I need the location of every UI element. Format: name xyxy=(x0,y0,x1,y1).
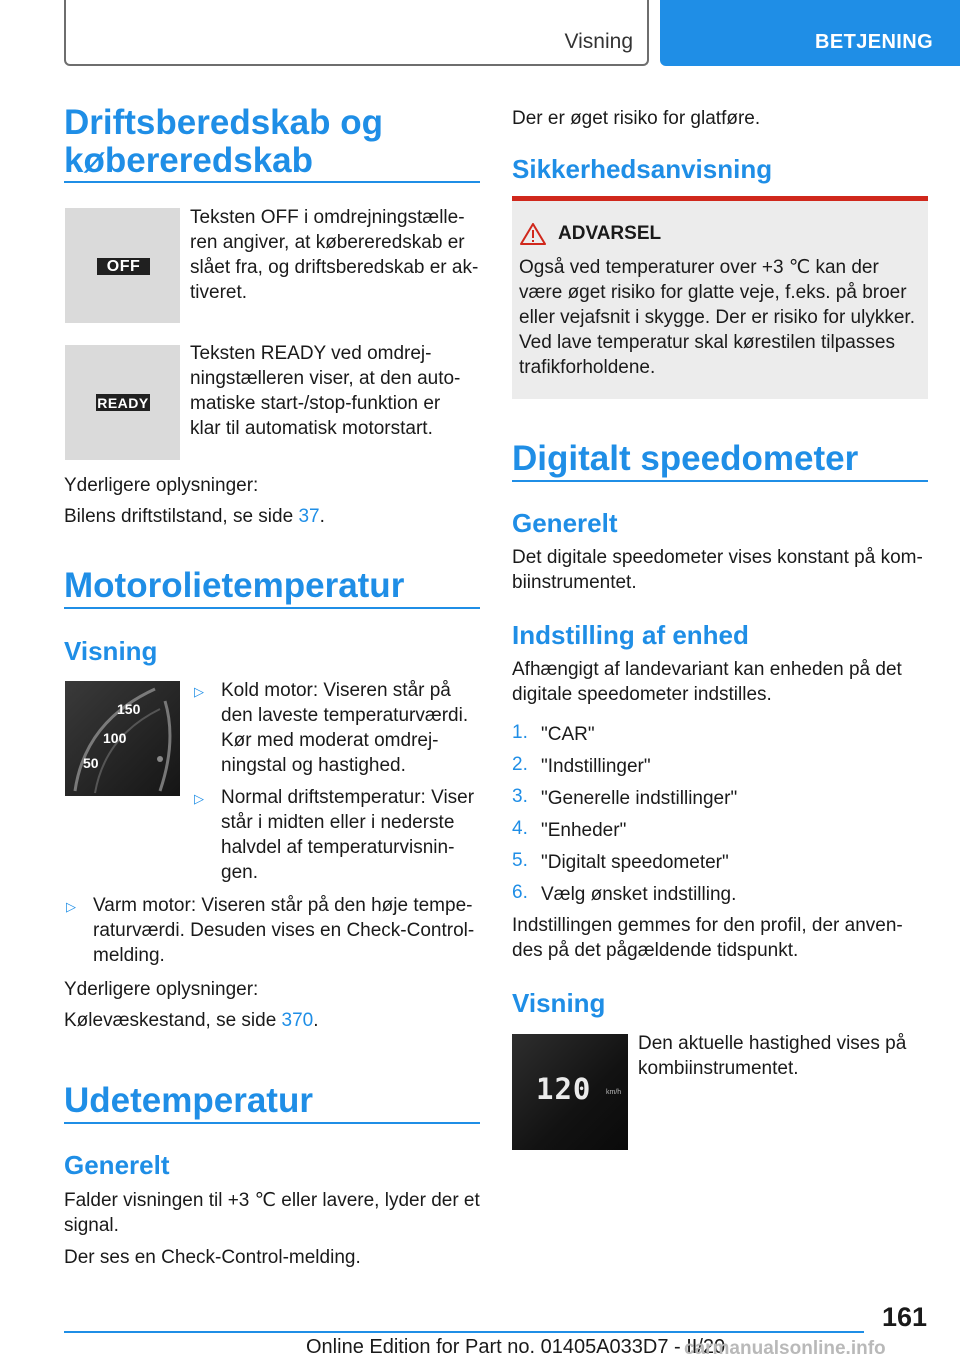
header-section: Visning xyxy=(564,30,633,53)
digital-gen-sub: Generelt xyxy=(512,508,618,538)
digital-gen-text: Det digitale speedometer vises konstant på kom- biinstrumentet. xyxy=(512,547,923,593)
ready-image xyxy=(65,345,180,460)
ready-badge: READY xyxy=(97,395,149,411)
motor-sub: Visning xyxy=(64,636,158,666)
step-number: 5. xyxy=(512,850,528,871)
chapter-tab[interactable] xyxy=(660,0,960,66)
step-number: 3. xyxy=(512,786,528,807)
warning-triangle-icon xyxy=(520,223,546,245)
drift-ref: Bilens driftstilstand, se side 37. xyxy=(64,506,325,527)
oil-gauge-image xyxy=(65,681,180,796)
digital-after-text: Indstillingen gemmes for den profil, der anven- des på det pågældende tidspunkt. xyxy=(512,915,903,961)
warning-label: ADVARSEL xyxy=(558,223,662,244)
bullet-triangle-icon: ▷ xyxy=(66,899,76,914)
step-text: "Enheder" xyxy=(541,820,627,841)
step-text: "CAR" xyxy=(541,724,595,745)
bullet-triangle-icon: ▷ xyxy=(194,684,204,699)
motor-title: Motorolietemperatur xyxy=(64,566,405,605)
drift-more: Yderligere oplysninger: xyxy=(64,475,259,496)
header-frame xyxy=(64,0,649,66)
glat-intro: Der er øget risiko for glatføre. xyxy=(512,108,761,129)
off-badge: OFF xyxy=(97,258,150,275)
step-text: "Indstillinger" xyxy=(541,756,651,777)
speedometer-image xyxy=(512,1034,628,1150)
motor-bullet-3: Varm motor: Viseren står på den høje tempe- raturværdi. Desuden vises en Check-Control- melding. xyxy=(93,895,475,966)
watermark: carmanualsonline.info xyxy=(684,1338,886,1359)
digital-ind-text: Afhængigt af landevariant kan enheden på det digitale speedometer indstilles. xyxy=(512,659,902,705)
speed-value: 120 xyxy=(536,1072,592,1106)
off-text: Teksten OFF i omdrejningstælle- ren angiver, at købereredskab er slået fra, og driftsberedskab er ak- tiveret. xyxy=(190,207,479,303)
motor-more: Yderligere oplysninger: xyxy=(64,979,259,1000)
ude-text-2: Der ses en Check-Control-melding. xyxy=(64,1247,361,1268)
chapter-label: BETJENING xyxy=(815,31,934,53)
ude-text-1: Falder visningen til +3 ℃ eller lavere, lyder der et signal. xyxy=(64,1190,480,1236)
ude-title: Udetemperatur xyxy=(64,1081,313,1120)
drift-ref-link[interactable]: 37 xyxy=(298,506,320,527)
digital-title: Digitalt speedometer xyxy=(512,439,859,478)
warning-text: Også ved temperaturer over +3 ℃ kan der være øget risiko for glatte veje, f.eks. på broer eller vejafsnit i skygge. Der er risiko for ulykker. Ved lave temperatur skal kørestilen tilpasses trafikforholdene. xyxy=(519,257,915,378)
footer-rule xyxy=(64,1331,864,1333)
digital-rule xyxy=(512,480,928,482)
step-number: 6. xyxy=(512,882,528,903)
digital-vis-sub: Visning xyxy=(512,988,606,1018)
gauge-label-150: 150 xyxy=(117,701,141,717)
drift-title: Driftsberedskab og købereredskab xyxy=(64,103,383,180)
digital-ind-sub: Indstilling af enhed xyxy=(512,620,749,650)
digital-vis-text: Den aktuelle hastighed vises på kombiinstrumentet. xyxy=(638,1033,907,1079)
footer-edition: Online Edition for Part no. 01405A033D7 - II/20 xyxy=(306,1336,726,1358)
motor-bullet-1: Kold motor: Viseren står på den laveste temperaturværdi. Kør med moderat omdrej- ningstal og hastighed. xyxy=(221,680,469,776)
step-number: 4. xyxy=(512,818,528,839)
ready-text: Teksten READY ved omdrej- ningstælleren viser, at den auto- matiske start-/stop-funktion er klar til automatisk motorstart. xyxy=(190,343,461,439)
motor-bullet-2: Normal driftstemperatur: Viser står i midten eller i nederste halvdel af temperaturvisnin- gen. xyxy=(221,787,475,883)
ude-rule xyxy=(64,1122,480,1124)
step-text: Vælg ønsket indstilling. xyxy=(541,884,737,905)
drift-rule xyxy=(64,181,480,183)
warning-top-bar xyxy=(512,196,928,201)
bullet-triangle-icon: ▷ xyxy=(194,791,204,806)
off-image xyxy=(65,208,180,323)
step-number: 1. xyxy=(512,722,528,743)
step-number: 2. xyxy=(512,754,528,775)
ude-sub: Generelt xyxy=(64,1150,170,1180)
motor-rule xyxy=(64,607,480,609)
page-number: 161 xyxy=(882,1302,928,1332)
warning-box xyxy=(512,196,928,399)
step-text: "Digitalt speedometer" xyxy=(541,852,729,873)
motor-ref: Kølevæskestand, se side 370. xyxy=(64,1010,319,1031)
step-text: "Generelle indstillinger" xyxy=(541,788,738,809)
sikker-title: Sikkerhedsanvisning xyxy=(512,154,773,184)
gauge-label-100: 100 xyxy=(103,730,127,746)
speed-unit: km/h xyxy=(606,1089,622,1096)
motor-ref-link[interactable]: 370 xyxy=(281,1010,314,1031)
gauge-label-50: 50 xyxy=(83,755,99,771)
